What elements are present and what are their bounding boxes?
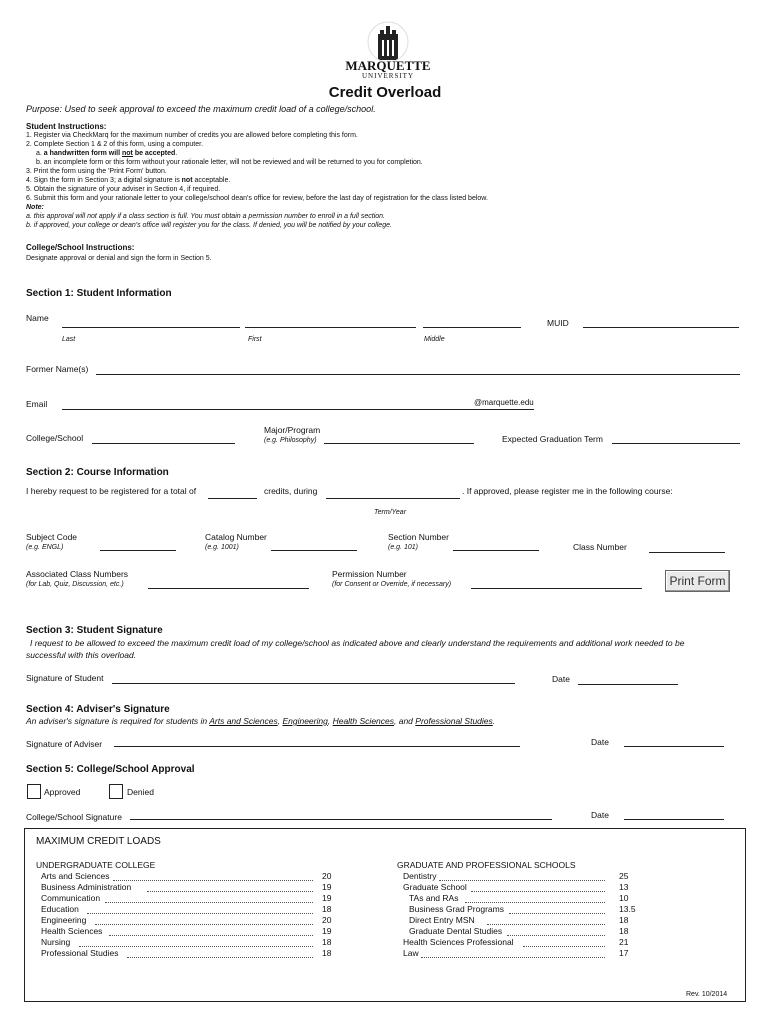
list-item-value: 19 bbox=[322, 926, 332, 936]
list-item-value: 18 bbox=[322, 948, 332, 958]
section3-title: Section 3: Student Signature bbox=[26, 625, 163, 636]
grad-title: GRADUATE AND PROFESSIONAL SCHOOLS bbox=[397, 860, 576, 870]
grad-term-label: Expected Graduation Term bbox=[502, 434, 603, 444]
denied-label: Denied bbox=[127, 787, 154, 797]
former-names-label: Former Name(s) bbox=[26, 364, 89, 374]
adviser-signature-label: Signature of Adviser bbox=[26, 739, 103, 749]
section-number-hint: (e.g. 101) bbox=[388, 544, 418, 551]
assoc-class-label: Associated Class Numbers bbox=[26, 569, 129, 579]
last-name-field[interactable] bbox=[62, 327, 240, 328]
list-item-value: 19 bbox=[322, 882, 332, 892]
list-item-value: 20 bbox=[322, 871, 332, 881]
instruction-line-4: 4. Sign the form in Section 3; a digital signature is not acceptable. bbox=[26, 177, 231, 184]
college-date-field[interactable] bbox=[624, 819, 724, 820]
major-field[interactable] bbox=[324, 443, 474, 444]
former-names-field[interactable] bbox=[96, 374, 740, 375]
email-field[interactable] bbox=[62, 409, 534, 410]
adviser-requirement-text: An adviser's signature is required for students in Arts and Sciences, Engineering, Health Sciences, and Professional Studies. bbox=[26, 716, 496, 726]
subject-code-hint: (e.g. ENGL) bbox=[26, 544, 64, 551]
page-title: Credit Overload bbox=[328, 84, 442, 101]
university-seal-icon bbox=[340, 20, 436, 62]
list-item: Health Sciences Professional bbox=[403, 937, 514, 947]
list-item: Nursing bbox=[41, 937, 71, 947]
student-signature-label: Signature of Student bbox=[26, 673, 104, 683]
max-credit-loads-box bbox=[24, 828, 746, 1002]
list-item: Education bbox=[41, 904, 79, 914]
college-instructions-heading: College/School Instructions: bbox=[26, 243, 135, 252]
catalog-number-label: Catalog Number bbox=[205, 532, 267, 542]
permission-number-field[interactable] bbox=[471, 588, 642, 589]
assoc-class-hint: (for Lab, Quiz, Discussion, etc.) bbox=[26, 581, 124, 588]
last-hint: Last bbox=[62, 336, 76, 343]
instruction-line: 1. Register via CheckMarq for the maximum number of credits you are allowed before completing this form. bbox=[26, 132, 358, 139]
list-item-value: 19 bbox=[322, 893, 332, 903]
subject-code-field[interactable] bbox=[100, 550, 176, 551]
major-label: Major/Program bbox=[264, 425, 321, 435]
list-item: Law bbox=[403, 948, 419, 958]
student-date-label: Date bbox=[552, 674, 570, 684]
print-form-button[interactable]: Print Form bbox=[665, 570, 730, 592]
list-item-value: 13.5 bbox=[619, 904, 636, 914]
revision-label: Rev. 10/2014 bbox=[686, 991, 728, 998]
note-b: b. if approved, your college or dean's office will register you for the class. If denied, you will be notified by your college. bbox=[26, 222, 392, 229]
list-item-value: 10 bbox=[619, 893, 629, 903]
list-item-value: 18 bbox=[322, 904, 332, 914]
class-number-field[interactable] bbox=[649, 552, 725, 553]
list-item-value: 18 bbox=[619, 915, 629, 925]
muid-label: MUID bbox=[547, 318, 569, 328]
credits-during-text: credits, during bbox=[264, 486, 318, 496]
adviser-date-label: Date bbox=[591, 737, 609, 747]
student-statement: I request to be allowed to exceed the maximum credit load of my college/school as indicated above and clearly understand the requirements and additional work needed to be bbox=[30, 638, 685, 648]
list-item-value: 13 bbox=[619, 882, 629, 892]
instruction-line: 5. Obtain the signature of your adviser in Section 4, if required. bbox=[26, 186, 221, 193]
student-statement-2: successful with this overload. bbox=[26, 650, 137, 660]
subject-code-label: Subject Code bbox=[26, 532, 78, 542]
class-number-label: Class Number bbox=[573, 542, 627, 552]
list-item-value: 25 bbox=[619, 871, 629, 881]
section1-title: Section 1: Student Information bbox=[26, 288, 172, 299]
logo-name: MARQUETTE bbox=[345, 58, 431, 73]
assoc-class-field[interactable] bbox=[148, 588, 309, 589]
section2-title: Section 2: Course Information bbox=[26, 467, 169, 478]
catalog-number-hint: (e.g. 1001) bbox=[205, 544, 239, 551]
denied-checkbox[interactable] bbox=[109, 784, 123, 799]
purpose-text: Purpose: Used to seek approval to exceed the maximum credit load of a college/school. bbox=[26, 104, 376, 114]
email-domain: @marquette.edu bbox=[474, 398, 534, 407]
if-approved-text: . If approved, please register me in the following course: bbox=[462, 486, 673, 496]
note-a: a. this approval will not apply if a class section is full. You must obtain a permission number to enroll in a full section. bbox=[26, 213, 385, 220]
list-item: Engineering bbox=[41, 915, 87, 925]
list-item: TAs and RAs bbox=[409, 893, 459, 903]
list-item: Health Sciences bbox=[41, 926, 103, 936]
muid-field[interactable] bbox=[583, 327, 739, 328]
logo-sub: UNIVERSITY bbox=[362, 72, 414, 80]
instruction-line: 6. Submit this form and your rationale letter to your college/school dean's office for review, before the last day of registration for the class listed below. bbox=[26, 195, 488, 202]
first-hint: First bbox=[248, 336, 262, 343]
section4-title: Section 4: Adviser's Signature bbox=[26, 704, 170, 715]
term-year-hint: Term/Year bbox=[374, 509, 407, 516]
note-label: Note: bbox=[26, 204, 44, 211]
college-date-label: Date bbox=[591, 810, 609, 820]
student-instructions-heading: Student Instructions: bbox=[26, 122, 107, 131]
adviser-date-field[interactable] bbox=[624, 746, 724, 747]
permission-number-hint: (for Consent or Override, if necessary) bbox=[332, 581, 452, 588]
list-item-value: 20 bbox=[322, 915, 332, 925]
student-date-field[interactable] bbox=[578, 684, 678, 685]
list-item: Arts and Sciences bbox=[41, 871, 110, 881]
first-name-field[interactable] bbox=[245, 327, 416, 328]
instruction-line: 2. Complete Section 1 & 2 of this form, using a computer. bbox=[26, 141, 204, 148]
college-signature-field[interactable] bbox=[130, 819, 552, 820]
max-loads-title: MAXIMUM CREDIT LOADS bbox=[36, 836, 161, 847]
list-item: Business Grad Programs bbox=[409, 904, 504, 914]
college-label: College/School bbox=[26, 433, 84, 443]
middle-hint: Middle bbox=[424, 336, 445, 343]
university-logo bbox=[340, 20, 436, 78]
request-text: I hereby request to be registered for a total of bbox=[26, 486, 197, 496]
list-item-value: 18 bbox=[619, 926, 629, 936]
approved-label: Approved bbox=[44, 787, 81, 797]
total-credits-field[interactable] bbox=[208, 498, 257, 499]
list-item: Direct Entry MSN bbox=[409, 915, 475, 925]
catalog-number-field[interactable] bbox=[271, 550, 357, 551]
section-number-label: Section Number bbox=[388, 532, 449, 542]
college-field[interactable] bbox=[92, 443, 235, 444]
grad-term-field[interactable] bbox=[612, 443, 740, 444]
approved-checkbox[interactable] bbox=[27, 784, 41, 799]
college-signature-label: College/School Signature bbox=[26, 812, 122, 822]
list-item: Graduate School bbox=[403, 882, 467, 892]
list-item-value: 21 bbox=[619, 937, 629, 947]
list-item: Dentistry bbox=[403, 871, 437, 881]
list-item: Business Administration bbox=[41, 882, 132, 892]
name-label: Name bbox=[26, 313, 49, 323]
instruction-line: 3. Print the form using the 'Print Form' button. bbox=[26, 168, 167, 175]
term-year-field[interactable] bbox=[326, 498, 460, 499]
adviser-signature-field[interactable] bbox=[114, 746, 520, 747]
student-signature-field[interactable] bbox=[112, 683, 515, 684]
list-item: Professional Studies bbox=[41, 948, 119, 958]
major-hint: (e.g. Philosophy) bbox=[264, 437, 317, 444]
section5-title: Section 5: College/School Approval bbox=[26, 764, 195, 775]
list-item: Graduate Dental Studies bbox=[409, 926, 503, 936]
ug-title: UNDERGRADUATE COLLEGE bbox=[36, 860, 156, 870]
list-item-value: 18 bbox=[322, 937, 332, 947]
middle-name-field[interactable] bbox=[423, 327, 521, 328]
permission-number-label: Permission Number bbox=[332, 569, 407, 579]
instruction-line-2a: a. a handwritten form will not be accepted. bbox=[36, 150, 178, 157]
instruction-line-2b: b. an incomplete form or this form without your rationale letter, will not be reviewed and will be returned to you for completion. bbox=[36, 159, 423, 166]
list-item: Communication bbox=[41, 893, 101, 903]
college-instructions-text: Designate approval or denial and sign the form in Section 5. bbox=[26, 255, 212, 262]
section-number-field[interactable] bbox=[453, 550, 539, 551]
email-label: Email bbox=[26, 399, 48, 409]
list-item-value: 17 bbox=[619, 948, 629, 958]
